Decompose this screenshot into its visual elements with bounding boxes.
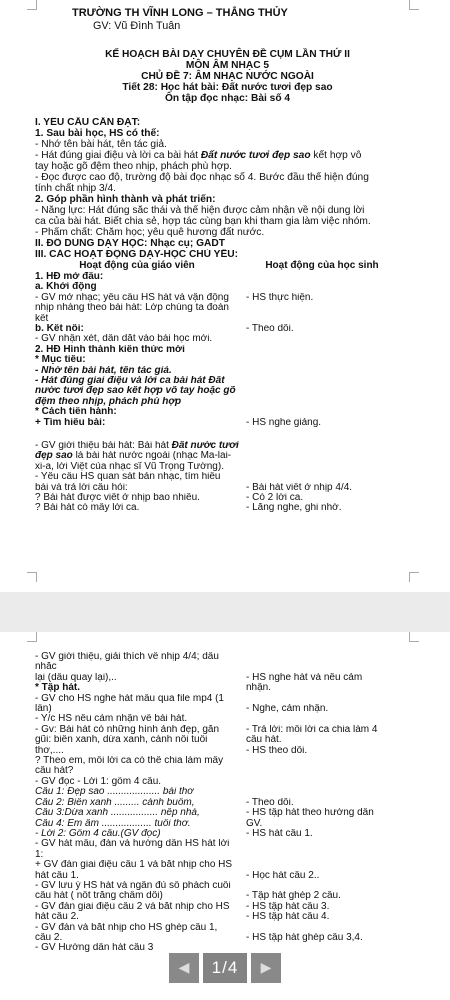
table-cell: Câu 3:Dừa xanh ................. nếp nhà,: [35, 808, 200, 819]
table-cell: - HS nghe giảng.: [246, 417, 322, 428]
table-cell: 1:: [35, 849, 44, 860]
table-cell: - Học hát câu 2..: [246, 870, 320, 881]
crop-mark: [27, 572, 37, 582]
table-cell: * Mục tiêu:: [35, 355, 86, 366]
table-cell: - Bài hát viết ở nhịp 4/4.: [246, 482, 353, 493]
equipment-heading: II. ĐỒ DÙNG DẠY HỌC: Nhạc cụ; GADT: [35, 238, 225, 249]
table-cell: - Lắng nghe, ghi nhớ.: [246, 503, 342, 514]
prev-page-button[interactable]: [169, 953, 199, 983]
table-cell: lần): [35, 704, 52, 715]
table-cell: - HS tập hát câu 3.: [246, 901, 330, 912]
table-cell: - Y/c HS nêu cảm nhận về bài hát.: [35, 714, 188, 725]
lesson-title: Tiết 28: Học hát bài: Đất nước tươi đẹp sao: [122, 82, 333, 93]
table-cell: + GV đàn giai điệu câu 1 và bắt nhịp cho HS: [35, 860, 233, 871]
table-cell: gũi: biển xanh, dừa xanh, cánh nối tuổi: [35, 735, 208, 746]
crop-mark: [27, 0, 37, 10]
table-row: [35, 355, 405, 365]
table-cell: 1. HĐ mở đầu:: [35, 272, 104, 282]
table-cell: nhắc: [35, 662, 57, 673]
table-cell: - Lời 2: Gồm 4 câu.(GV đọc): [35, 828, 161, 839]
subject-title: MÔN ÂM NHẠC 5: [185, 60, 270, 71]
review-title: Ôn tập đọc nhạc: Bài số 4: [164, 93, 291, 104]
table-cell: a. Khởi động: [35, 282, 97, 293]
table-cell: - HS tập hát câu 4.: [246, 912, 330, 923]
table-cell: - GV đọc - Lời 1: gồm 4 câu.: [35, 776, 162, 787]
table-cell: thơ,....: [35, 745, 64, 756]
table-cell: - GV lưu ý HS hát và ngân đủ số phách cuối: [35, 880, 231, 891]
table-cell: nước tươi đẹp sao kết hợp vỗ tay hoặc gõ: [35, 386, 236, 397]
objective-item: - Phẩm chất: Chăm học; yêu quê hương đất nước.: [35, 227, 265, 238]
table-cell: 2. HĐ Hình thành kiến thức mới: [35, 344, 185, 355]
column-header-teacher: Hoạt động của giáo viên: [79, 260, 195, 271]
page-indicator: 1/4: [203, 953, 247, 983]
table-cell: GV.: [246, 818, 263, 829]
table-row: [35, 418, 405, 428]
table-cell: - HS theo dõi.: [246, 745, 308, 756]
table-header: [35, 261, 398, 271]
table-cell: đẹp sao là bài hát nước ngoài (nhạc Ma-lai-: [35, 451, 232, 462]
table-cell: b. Kết nối:: [35, 324, 84, 335]
table-cell: xi-a, lời Việt của nhạc sĩ Vũ Trọng Tường).: [35, 461, 224, 472]
table-cell: nhận.: [246, 683, 272, 694]
crop-mark: [409, 572, 419, 582]
table-cell: đệm theo nhịp, phách phù hợp: [35, 396, 182, 407]
table-cell: - Yêu cầu HS quan sát bản nhạc, tìm hiểu: [35, 472, 221, 483]
table-row: [35, 324, 405, 334]
objective-item: - Đọc được cao độ, trường độ bài đọc nhạc số 4. Bước đầu thể hiện đúng: [35, 172, 369, 183]
table-cell: - GV giới thiệu bài hát: Bài hát Đất nước tươi: [35, 441, 239, 451]
table-cell: - HS tập hát theo hướng dẫn: [246, 808, 374, 819]
table-cell: - GV đàn và bắt nhịp cho HS ghép câu 1,: [35, 922, 218, 933]
table-cell: kết: [35, 313, 49, 324]
school-name: TRƯỜNG TH VĨNH LONG – THẮNG THỦY: [72, 7, 288, 19]
column-header-student: Hoạt động của học sinh: [265, 260, 379, 271]
table-cell: - GV Hướng dẫn hát câu 3: [35, 943, 154, 954]
objective-item: - Nhớ tên bài hát, tên tác giả.: [35, 139, 167, 150]
table-cell: + Tìm hiểu bài:: [35, 417, 106, 428]
objective-1-heading: 1. Sau bài học, HS có thể:: [35, 128, 160, 139]
table-cell: - Hát đúng giai điệu và lời ca bài hát Đất: [35, 376, 225, 387]
crop-mark: [409, 632, 419, 642]
table-cell: - HS nghe hát và nêu cảm: [246, 672, 363, 683]
table-cell: - HS thực hiện.: [246, 292, 314, 303]
table-row: [35, 272, 405, 282]
topic-title: CHỦ ĐỀ 7: ÂM NHẠC NƯỚC NGOÀI: [141, 71, 314, 82]
activity-table: [35, 272, 405, 428]
table-cell: - GV cho HS nghe hát mẫu qua file mp4 (1: [35, 693, 224, 704]
table-cell: - GV hát mẫu, đàn và hướng dẫn HS hát lời: [35, 839, 230, 850]
crop-mark: [409, 0, 419, 10]
table-cell: Câu 2: Biển xanh ......... cánh buồm,: [35, 797, 195, 808]
table-cell: ? Bài hát được viết ở nhịp bao nhiêu.: [35, 493, 200, 504]
table-cell: - Trả lời: mỗi lời ca chia làm 4: [246, 724, 378, 735]
table-cell: nhịp nhàng theo bài hát: Lớp chúng ta đoàn: [35, 303, 229, 314]
table-cell: bài và trả lời câu hỏi:: [35, 482, 128, 493]
table-cell: - GV mở nhạc; yêu cầu HS hát và vận động: [35, 292, 229, 303]
table-cell: ? Theo em, mỗi lời ca có thể chia làm mấy: [35, 756, 224, 767]
table-cell: Câu 1: Đẹp sao ................... bài thơ: [35, 787, 194, 798]
table-cell: - Nhớ tên bài hát, tên tác giả.: [35, 365, 172, 376]
table-cell: Câu 4: Em ấm .................. tuổi thơ.: [35, 818, 191, 829]
table-cell: lại (dấu quay lại),..: [35, 672, 117, 683]
table-cell: - Theo dõi.: [246, 797, 294, 808]
table-row: [35, 366, 405, 376]
table-cell: - GV giới thiệu, giải thích về nhịp 4/4; dấu: [35, 652, 219, 662]
table-cell: câu hát.: [246, 735, 282, 746]
objective-item: tay hoặc gõ đệm theo nhịp, phách phù hợp.: [35, 161, 232, 172]
objective-item: - Năng lực: Hát đúng sắc thái và thể hiện được cảm nhận về nội dung lời: [35, 205, 365, 216]
table-row: [35, 293, 405, 324]
table-cell: hát câu 2.: [35, 912, 79, 923]
table-cell: - Tập hát ghép 2 câu.: [246, 891, 341, 902]
table-cell: câu hát ( nốt trắng chấm dôi): [35, 891, 163, 902]
objective-item: - Hát đúng giai điệu và lời ca bài hát Đất nước tươi đẹp sao kết hợp vỗ: [35, 150, 362, 161]
table-cell: ? Bài hát có mấy lời ca.: [35, 503, 140, 514]
objectives-section: [35, 117, 419, 260]
table-cell: câu hát?: [35, 766, 74, 777]
chevron-right-icon: ▶: [260, 959, 272, 975]
table-cell: * Tập hát.: [35, 683, 81, 694]
lesson-plan-title: KẾ HOẠCH BÀI DẠY CHUYÊN ĐỀ CỤM LẦN THỨ II: [105, 49, 350, 60]
activities-heading: III. CÁC HOẠT ĐỘNG DẠY-HỌC CHỦ YẾU:: [35, 249, 239, 260]
page-navigator: [0, 932, 450, 1000]
chevron-left-icon: ◀: [178, 959, 190, 975]
table-cell: - GV nhận xét, dẫn dắt vào bài học mới.: [35, 334, 213, 345]
table-cell: - Theo dõi.: [246, 324, 294, 335]
section-heading: I. YÊU CẦU CẦN ĐẠT:: [35, 117, 141, 128]
table-row: [35, 652, 398, 954]
crop-mark: [27, 632, 37, 642]
objective-item: ca của bài hát. Biết chia sẻ, hợp tác cùng bạn khi tham gia làm việc nhóm.: [35, 216, 371, 227]
objective-item: tính chất nhịp 3/4.: [35, 183, 116, 194]
table-cell: * Cách tiến hành:: [35, 407, 117, 418]
teacher-name: GV: Vũ Đình Tuân: [93, 20, 181, 32]
table-cell: - Nghe, cảm nhận.: [246, 704, 329, 715]
table-row: [35, 441, 398, 514]
table-cell: - GV đàn giai điệu câu 2 và bắt nhịp cho HS: [35, 901, 230, 912]
table-cell: hát câu 1.: [35, 870, 79, 881]
table-cell: - Có 2 lời ca.: [246, 493, 304, 504]
table-row: [35, 334, 405, 344]
objective-2-heading: 2. Góp phần hình thành và phát triển:: [35, 194, 216, 205]
table-cell: - HS tập hát ghép câu 3,4.: [246, 932, 363, 943]
table-cell: - Gv: Bài hát có những hình ảnh đẹp, gắn: [35, 724, 220, 735]
table-cell: câu 2.: [35, 932, 63, 943]
table-cell: - HS hát câu 1.: [246, 828, 313, 839]
table-row: [35, 282, 405, 292]
table-row: [35, 407, 405, 417]
table-row: [35, 345, 405, 355]
next-page-button[interactable]: [251, 953, 281, 983]
table-row: [35, 376, 405, 407]
